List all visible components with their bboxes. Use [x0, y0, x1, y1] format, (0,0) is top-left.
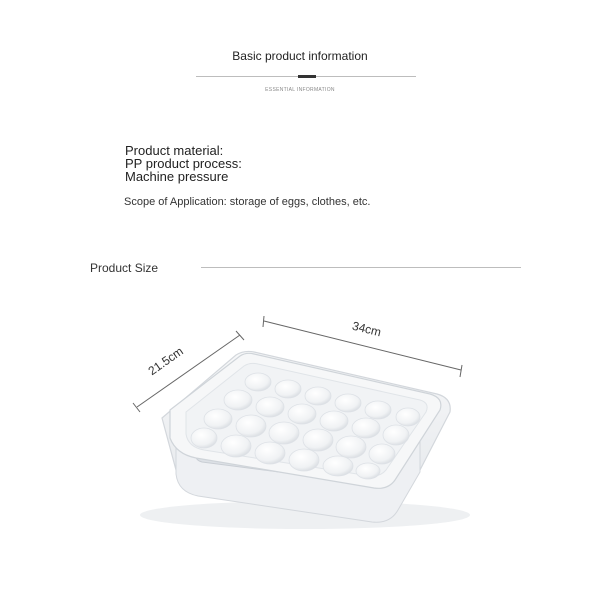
scope-of-application: Scope of Application: storage of eggs, clothes, etc.	[124, 196, 371, 208]
spec-method: Machine pressure	[125, 169, 229, 184]
header-title: Basic product information	[232, 49, 368, 63]
length-label: 34cm	[350, 318, 383, 340]
width-label: 21.5cm	[145, 343, 186, 379]
header-subtitle: ESSENTIAL INFORMATION	[265, 87, 335, 93]
spec-process: PP product process:	[125, 156, 242, 171]
product-size-label: Product Size	[90, 261, 159, 275]
spec-material: Product material:	[125, 143, 224, 158]
